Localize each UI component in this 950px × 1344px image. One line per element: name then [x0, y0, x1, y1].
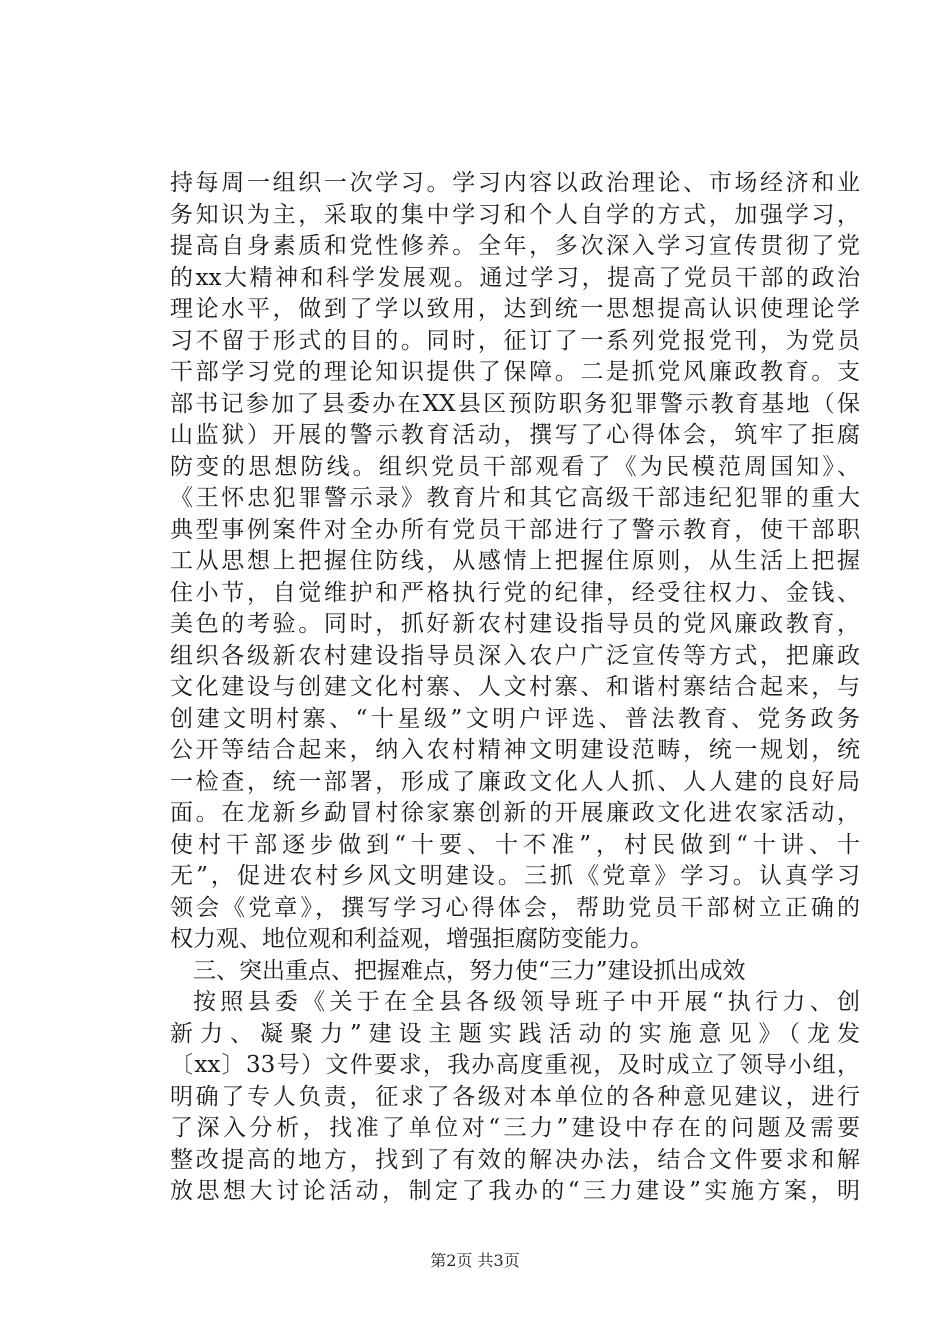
text-line: 领会《党章》，撰写学习心得体会，帮助党员干部树立正确的 [170, 894, 860, 921]
text-line: 山监狱）开展的警示教育活动，撰写了心得体会，筑牢了拒腐 [170, 422, 860, 448]
text-line: 文化建设与创建文化村寨、人文村寨、和谐村寨结合起来，与 [170, 674, 860, 700]
text-line: 防变的思想防线。组织党员干部观看了《为民模范周国知》、 [170, 453, 860, 480]
text-line: 典型事例案件对全办所有党员干部进行了警示教育，使干部职 [170, 516, 860, 543]
text-line: 提高自身素质和党性修养。全年，多次深入学习宣传贯彻了党 [170, 233, 860, 259]
text-line: 美色的考验。同时，抓好新农村建设指导员的党风廉政教育， [170, 611, 860, 637]
text-line: 〔xx〕33号）文件要求，我办高度重视，及时成立了领导小组， [170, 1052, 860, 1078]
text-line: 《王怀忠犯罪警示录》教育片和其它高级干部违纪犯罪的重大 [170, 485, 860, 511]
text-line: 面。在龙新乡勐冒村徐家寨创新的开展廉政文化进农家活动， [170, 800, 860, 826]
text-line: 习不留于形式的目的。同时，征订了一系列党报党刊，为党员 [170, 327, 860, 354]
text-line: 持每周一组织一次学习。学习内容以政治理论、市场经济和业 [170, 170, 860, 196]
text-line: 工从思想上把握住防线，从感情上把握住原则，从生活上把握 [170, 548, 860, 574]
text-line: 使村干部逐步做到“十要、十不准”，村民做到“十讲、十 [170, 831, 860, 858]
text-line: 公开等结合起来，纳入农村精神文明建设范畴，统一规划，统 [170, 737, 860, 763]
text-line: 一检查，统一部署，形成了廉政文化人人抓、人人建的良好局 [170, 768, 860, 795]
text-line: 了深入分析，找准了单位对“三力”建设中存在的问题及需要 [170, 1115, 860, 1141]
text-line: 新力、凝聚力”建设主题实践活动的实施意见》（龙发 [170, 1020, 860, 1047]
text-line: 无”，促进农村乡风文明建设。三抓《党章》学习。认真学习 [170, 863, 860, 889]
text-line: 干部学习党的理论知识提供了保障。二是抓党风廉政教育。支 [170, 359, 860, 385]
text-line: 放思想大讨论活动，制定了我办的“三力建设”实施方案，明 [170, 1178, 860, 1204]
text-line: 创建文明村寨、“十星级”文明户评选、普法教育、党务政务 [170, 705, 860, 732]
document-body [170, 168, 860, 1208]
text-line: 按照县委《关于在全县各级领导班子中开展“执行力、创 [193, 989, 860, 1015]
text-line: 明确了专人负责，征求了各级对本单位的各种意见建议，进行 [170, 1083, 860, 1110]
text-line: 整改提高的地方，找到了有效的解决办法，结合文件要求和解 [170, 1146, 860, 1173]
text-line: 理论水平，做到了学以致用，达到统一思想提高认识使理论学 [170, 296, 860, 322]
section-heading: 三、突出重点、把握难点，努力使“三力”建设抓出成效 [193, 957, 746, 984]
text-line: 的xx大精神和科学发展观。通过学习，提高了党员干部的政治 [170, 264, 860, 291]
page-number-footer: 第2页 共3页 [430, 1251, 520, 1270]
text-line: 组织各级新农村建设指导员深入农户广泛宣传等方式，把廉政 [170, 642, 860, 669]
text-line: 住小节，自觉维护和严格执行党的纪律，经受往权力、金钱、 [170, 579, 860, 606]
text-line: 务知识为主，采取的集中学习和个人自学的方式，加强学习， [170, 201, 860, 228]
text-line: 权力观、地位观和利益观，增强拒腐防变能力。 [170, 926, 653, 952]
text-line: 部书记参加了县委办在XX县区预防职务犯罪警示教育基地（保 [170, 390, 860, 417]
